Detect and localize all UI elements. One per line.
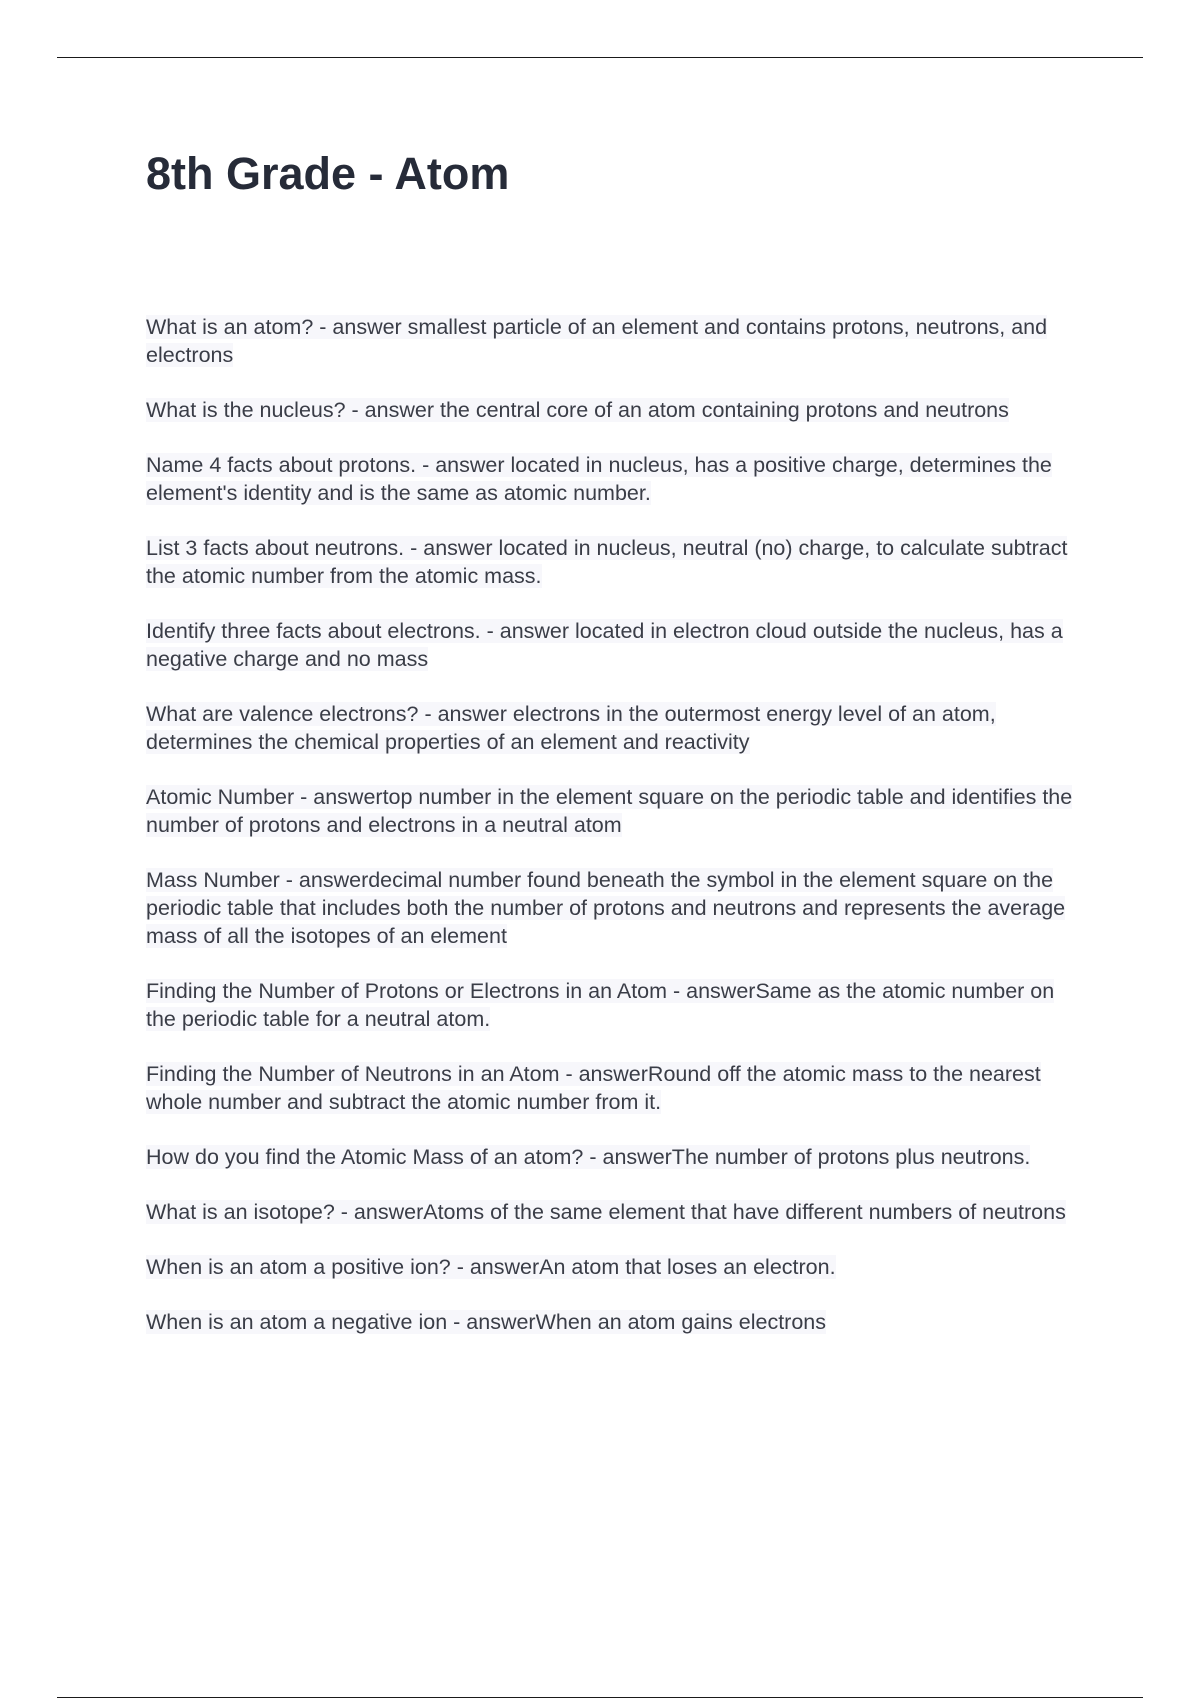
qa-item [146, 1198, 1086, 1226]
bottom-divider [57, 1697, 1143, 1698]
qa-item-text: When is an atom a negative ion - answerWhen an atom gains electrons [146, 1310, 827, 1334]
qa-item [146, 1143, 1086, 1171]
qa-item-text: Mass Number - answerdecimal number found beneath the symbol in the element square on the periodic table that includes both the number of protons and neutrons and represents the average mass of all the isotopes of an element [146, 868, 1066, 948]
qa-item-text: Atomic Number - answertop number in the element square on the periodic table and identifies the number of protons and electrons in a neutral atom [146, 785, 1073, 837]
qa-item [146, 534, 1086, 590]
qa-item [146, 866, 1086, 950]
qa-item [146, 783, 1086, 839]
qa-list [146, 313, 1086, 1363]
qa-item [146, 1308, 1086, 1336]
qa-item-text: How do you find the Atomic Mass of an atom? - answerThe number of protons plus neutrons. [146, 1145, 1031, 1169]
qa-item [146, 396, 1086, 424]
qa-item-text: What are valence electrons? - answer electrons in the outermost energy level of an atom, determines the chemical properties of an element and reactivity [146, 702, 996, 754]
document-title: 8th Grade - Atom [146, 148, 510, 199]
qa-item-text: List 3 facts about neutrons. - answer located in nucleus, neutral (no) charge, to calculate subtract the atomic number from the atomic mass. [146, 536, 1068, 588]
qa-item-text: What is the nucleus? - answer the central core of an atom containing protons and neutrons [146, 398, 1009, 422]
qa-item-text: Finding the Number of Protons or Electrons in an Atom - answerSame as the atomic number on the periodic table for a neutral atom. [146, 979, 1055, 1031]
qa-item-text: Finding the Number of Neutrons in an Atom - answerRound off the atomic mass to the nearest whole number and subtract the atomic number from it. [146, 1062, 1041, 1114]
qa-item-text: Name 4 facts about protons. - answer located in nucleus, has a positive charge, determines the element's identity and is the same as atomic number. [146, 453, 1052, 505]
qa-item [146, 1253, 1086, 1281]
qa-item-text: What is an atom? - answer smallest particle of an element and contains protons, neutrons, and electrons [146, 315, 1048, 367]
qa-item [146, 977, 1086, 1033]
qa-item [146, 617, 1086, 673]
qa-item-text: When is an atom a positive ion? - answerAn atom that loses an electron. [146, 1255, 836, 1279]
qa-item [146, 700, 1086, 756]
qa-item [146, 1060, 1086, 1116]
qa-item [146, 313, 1086, 369]
top-divider [57, 57, 1143, 58]
qa-item-text: What is an isotope? - answerAtoms of the same element that have different numbers of neutrons [146, 1200, 1066, 1224]
qa-item-text: Identify three facts about electrons. - answer located in electron cloud outside the nucleus, has a negative charge and no mass [146, 619, 1063, 671]
qa-item [146, 451, 1086, 507]
